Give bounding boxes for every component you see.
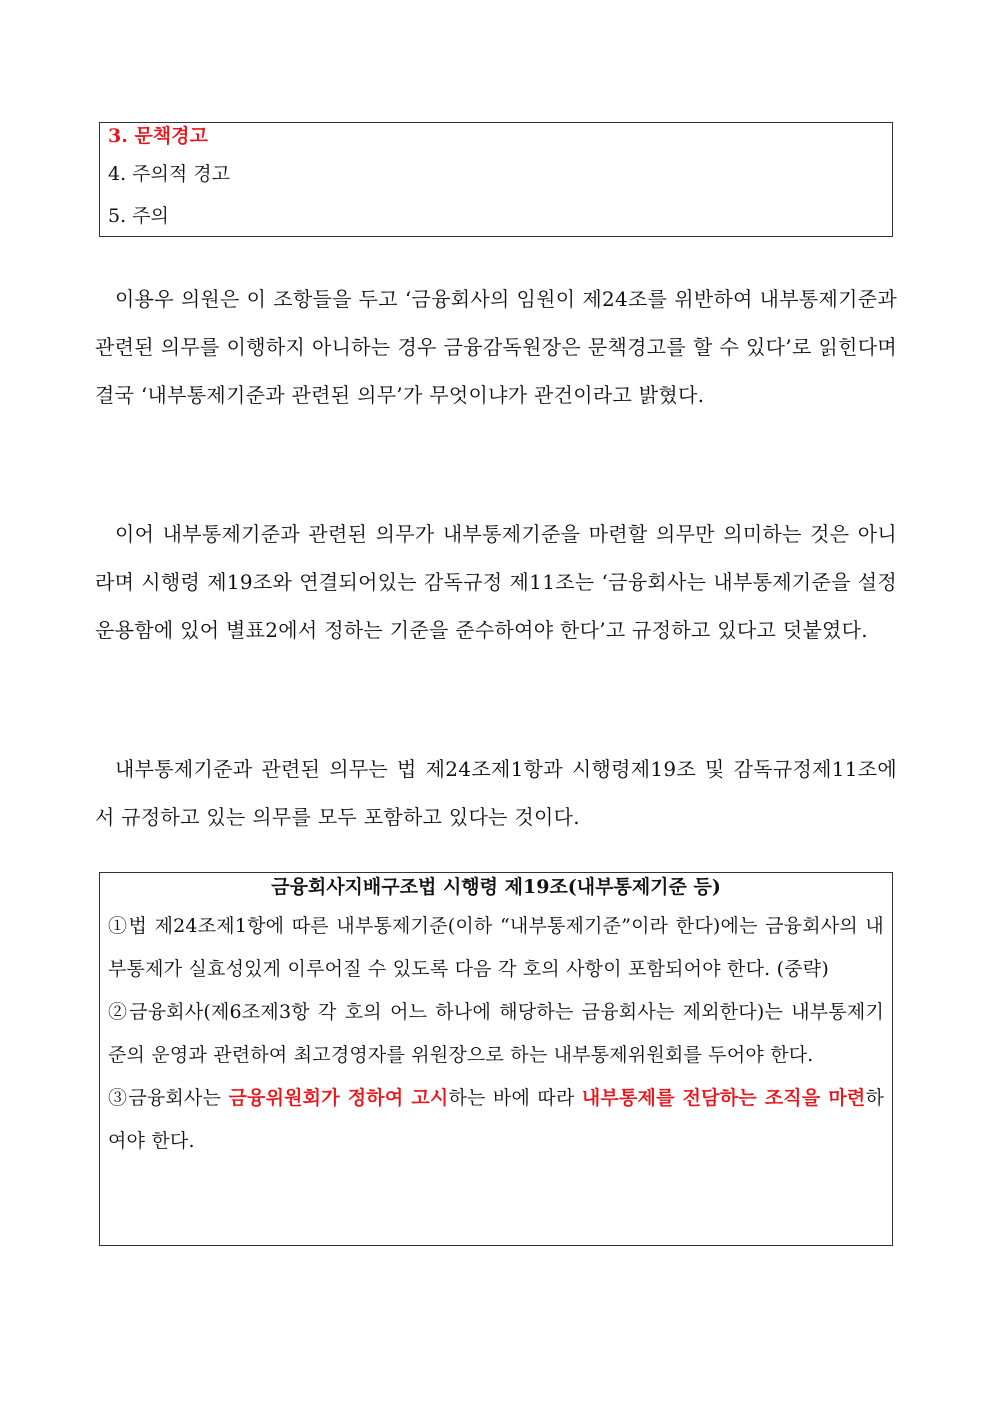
law-clause-3-text-3: 하여야 한다.	[108, 1087, 885, 1152]
law-clause-3-highlight-1: 금융위원회가 정하여 고시	[228, 1087, 449, 1109]
law-clause-2: ②금융회사(제6조제3항 각 호의 어느 하나에 해당하는 금융회사는 제외한다)는 내부통제기준의 운영과 관련하여 최고경영자를 위원장으로 하는 내부통제위원회를 두어야 한다.	[108, 1001, 884, 1066]
list-item-reprimand: 3. 문책경고	[108, 125, 208, 147]
body-paragraph-2: 이어 내부통제기준과 관련된 의무가 내부통제기준을 마련할 의무만 의미하는 것은 아니라며 시행령 제19조와 연결되어있는 감독규정 제11조는 ‘금융회사는 내부통제기준을 설정 운용함에 있어 별표2에서 정하는 기준을 준수하여야 한다’고 규정하고 있다고 덧붙였다.	[95, 522, 897, 642]
law-clause-1: ①법 제24조제1항에 따른 내부통제기준(이하 “내부통제기준”이라 한다)에는 금융회사의 내부통제가 실효성있게 이루어질 수 있도록 다음 각 호의 사항이 포함되어야 한다. (중략)	[108, 915, 884, 980]
list-item-caution-warning: 4. 주의적 경고	[108, 163, 230, 185]
law-clause-3-text-2: 하는 바에 따라	[448, 1087, 582, 1109]
law-clause-3	[108, 1077, 884, 1163]
body-paragraph-3: 내부통제기준과 관련된 의무는 법 제24조제1항과 시행령제19조 및 감독규정제11조에서 규정하고 있는 의무를 모두 포함하고 있다는 것이다.	[95, 757, 897, 829]
law-excerpt-title: 금융회사지배구조법 시행령 제19조(내부통제기준 등)	[271, 876, 721, 898]
law-clause-3-text-1: ③금융회사는	[108, 1087, 229, 1109]
law-clause-3-highlight-2: 내부통제를 전담하는 조직을 마련	[581, 1087, 866, 1109]
body-paragraph-1: 이용우 의원은 이 조항들을 두고 ‘금융회사의 임원이 제24조를 위반하여 내부통제기준과 관련된 의무를 이행하지 아니하는 경우 금융감독원장은 문책경고를 할 수 있다’로 읽힌다며 결국 ‘내부통제기준과 관련된 의무’가 무엇이냐가 관건이라고 밝혔다.	[95, 287, 897, 407]
list-item-caution: 5. 주의	[108, 205, 169, 227]
law-excerpt-box	[99, 872, 893, 1246]
penalty-list-box	[99, 122, 893, 237]
